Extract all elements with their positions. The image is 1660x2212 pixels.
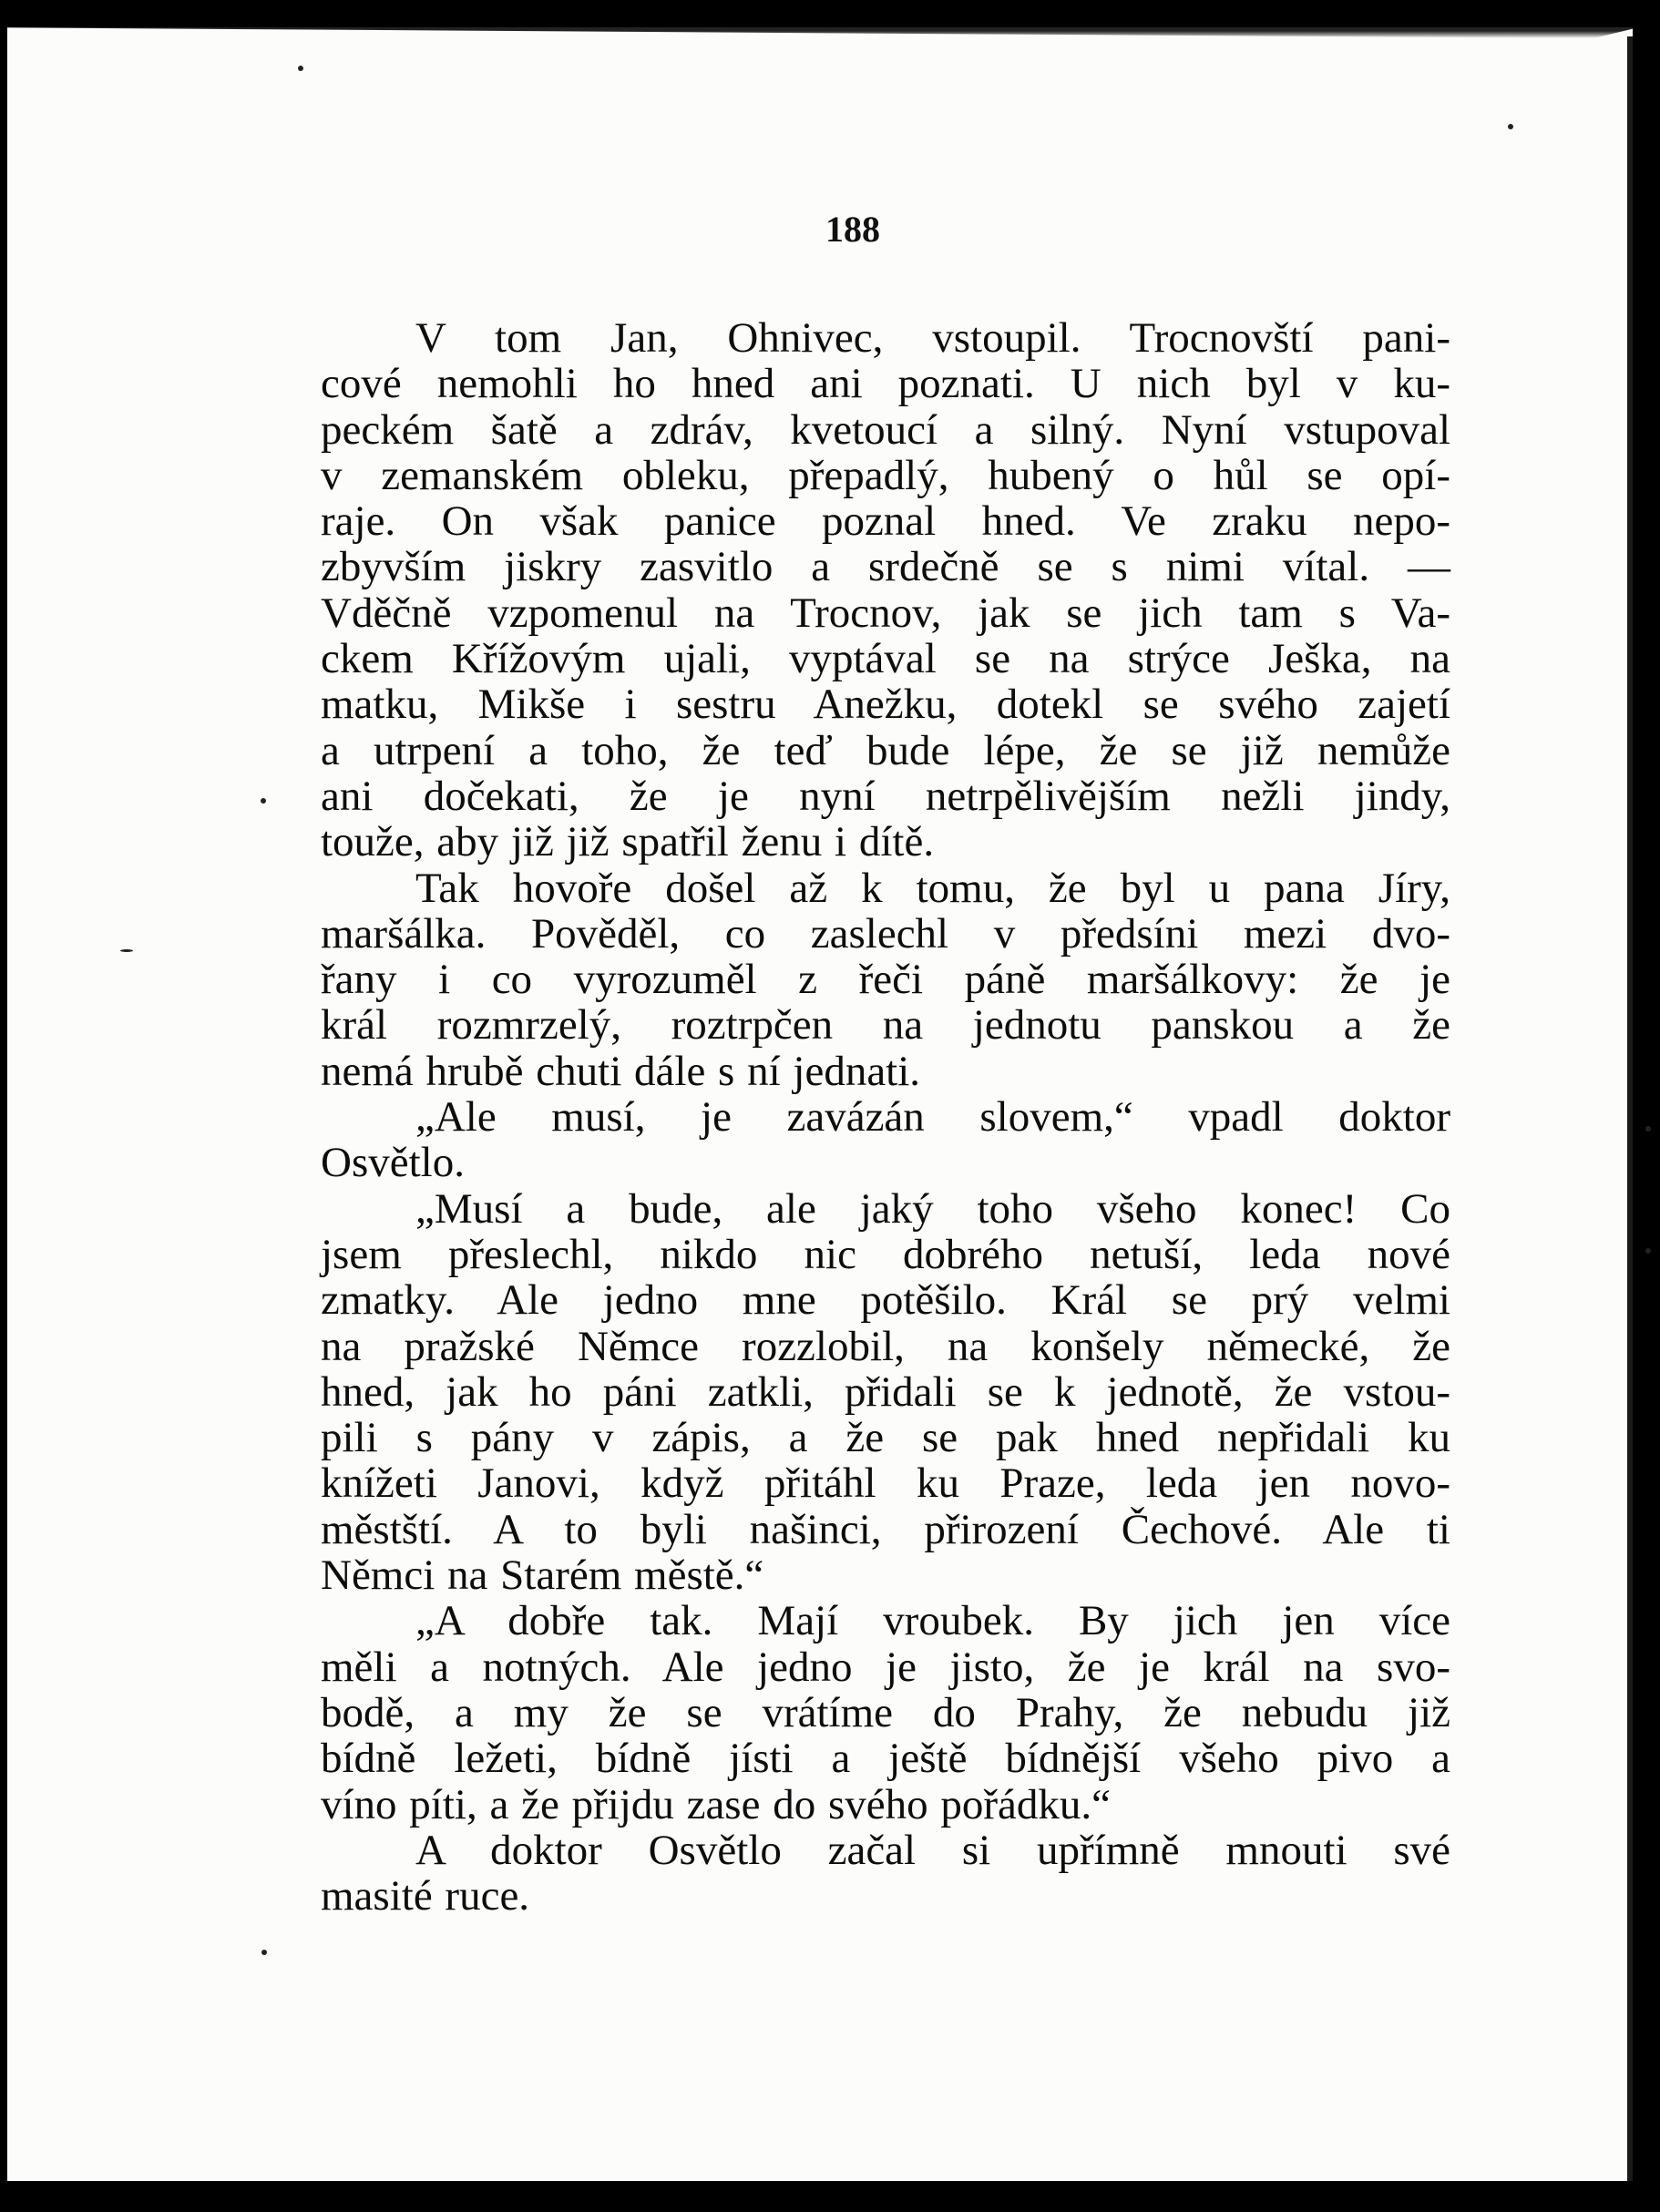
text-line: nemá hrubě chuti dále s ní jednati. (321, 1047, 921, 1095)
scan-border-right (1633, 0, 1660, 2212)
body-text (321, 315, 1450, 1919)
text-line: zmatky. Ale jedno mne potěšilo. Král se prý velmi (321, 1276, 1450, 1325)
text-line: touže, aby již již spatřil ženu i dítě. (321, 818, 935, 866)
text-line: bídně ležeti, bídně jísti a ještě bídnější všeho pivo a (321, 1735, 1450, 1783)
text-line: hned, jak ho páni zatkli, přidali se k jednotě, že vstou- (321, 1367, 1450, 1416)
text-line: jsem přeslechl, nikdo nic dobrého netuší, leda nové (321, 1230, 1450, 1278)
text-line: král rozmrzelý, roztrpčen na jednotu panskou a že (321, 1001, 1450, 1050)
text-line: Vděčně vzpomenul na Trocnov, jak se jich tam s Va- (321, 589, 1450, 637)
text-line: ani dočekati, že je nyní netrpělivějším nežli jindy, (321, 772, 1450, 820)
text-line: maršálka. Pověděl, co zaslechl v předsíni mezi dvo- (321, 909, 1450, 958)
text-line: Němci na Starém městě.“ (321, 1551, 764, 1600)
text-line: řany i co vyrozuměl z řeči páně maršálkovy: že je (321, 956, 1450, 1004)
text-line: pili s pány v zápis, a že se pak hned nepřidali ku (321, 1414, 1450, 1462)
page-number: 188 (825, 209, 880, 250)
scan-border-left (0, 0, 7, 2212)
text-line: zbyvším jiskry zasvitlo a srdečně se s nimi vítal. — (321, 543, 1450, 591)
text-line: Tak hovoře došel až k tomu, že byl u pana Jíry, (415, 864, 1450, 912)
scan-border-bottom (0, 2181, 1660, 2212)
text-line: ckem Křížovým ujali, vyptával se na strýce Ješka, na (321, 635, 1450, 683)
text-line: v zemanském obleku, přepadlý, hubený o hůl se opí- (321, 451, 1450, 499)
text-line: „A dobře tak. Mají vroubek. By jich jen více (415, 1597, 1450, 1645)
text-line: víno píti, a že přijdu zase do svého pořádku.“ (321, 1780, 1111, 1828)
text-line: „Musí a bude, ale jaký toho všeho konec! Co (415, 1184, 1450, 1233)
scan-speck (1645, 1248, 1651, 1254)
scan-speck (1508, 124, 1513, 129)
text-line: V tom Jan, Ohnivec, vstoupil. Trocnovští pani- (415, 314, 1450, 362)
text-line: masité ruce. (321, 1872, 530, 1920)
text-line: měli a notných. Ale jedno je jisto, že je král na svo- (321, 1643, 1450, 1691)
text-line: a utrpení a toho, že teď bude lépe, že se již nemůže (321, 726, 1450, 774)
text-line: Osvětlo. (321, 1139, 465, 1187)
text-line: městští. A to byli našinci, přirození Čechové. Ale ti (321, 1505, 1450, 1553)
scan-speck (298, 66, 303, 71)
text-line: knížeti Janovi, když přitáhl ku Praze, leda jen novo- (321, 1459, 1450, 1508)
scan-border-top (0, 0, 1660, 38)
scan-speck (1645, 1126, 1651, 1132)
text-line: peckém šatě a zdráv, kvetoucí a silný. Nyní vstupoval (321, 405, 1450, 454)
scan-speck (261, 798, 266, 804)
text-line: A doktor Osvětlo začal si upřímně mnouti své (415, 1826, 1450, 1874)
text-line: matku, Mikše i sestru Anežku, dotekl se svého zajetí (321, 681, 1450, 729)
scan-border-right-inner (1627, 36, 1633, 2212)
text-line: na pražské Němce rozzlobil, na konšely německé, že (321, 1322, 1450, 1370)
text-line: „Ale musí, je zavázán slovem,“ vpadl doktor (415, 1093, 1450, 1142)
text-line: bodě, a my že se vrátíme do Prahy, že nebudu již (321, 1688, 1450, 1736)
scan-speck (261, 1950, 267, 1955)
text-line: raje. On však panice poznal hned. Ve zraku nepo- (321, 497, 1450, 546)
scan-speck (120, 949, 133, 952)
text-line: cové nemohli ho hned ani poznati. U nich byl v ku- (321, 360, 1450, 408)
